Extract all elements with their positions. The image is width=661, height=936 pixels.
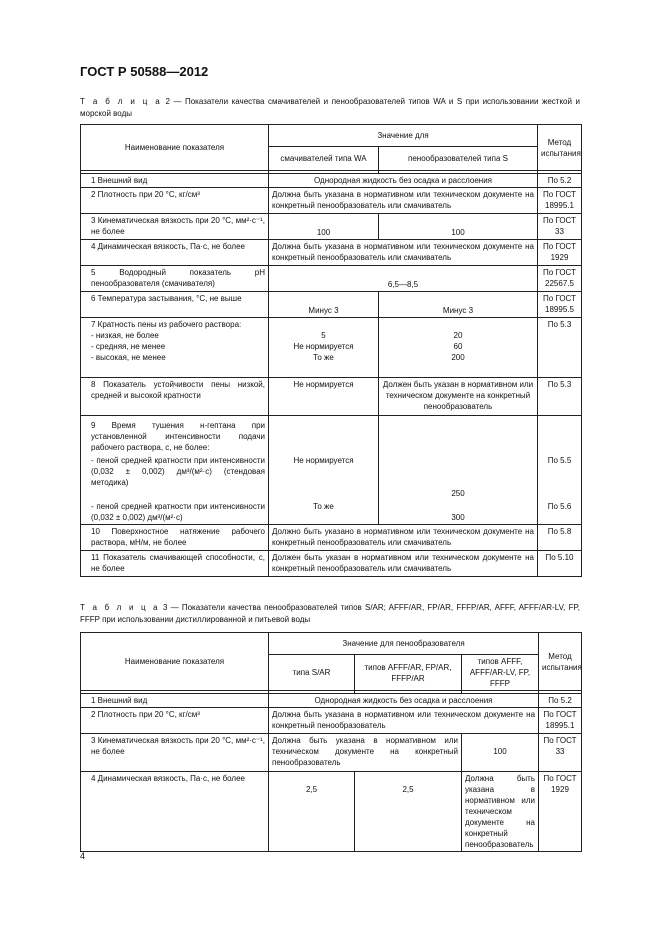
table2-row-4: 4 Динамическая вязкость, Па·с, не более Должна быть указана в нормативном или техническом документе на конкретный пенообразователь или смачиватель По ГОСТ 1929: [81, 240, 582, 266]
table3-row-4: 4 Динамическая вязкость, Па·с, не более 2,5 2,5 Должна быть указана в нормативном или техническом документе на конкретный пенообразователь По ГОСТ 1929: [81, 772, 582, 852]
table3-header-method: Метод испытания: [539, 633, 582, 691]
table2-caption: [80, 96, 580, 120]
table3-header-ar: типов AFFF/AR, FP/AR, FFFP/AR: [355, 655, 462, 691]
table3-header-value: Значение для пенообразователя: [269, 633, 539, 655]
table2-caption-text: 2 — Показатели качества смачивателей и пенообразователей типов WA и S при использовании жесткой и морской воды: [80, 97, 580, 118]
table2-header-s: пенообразователей типа S: [379, 147, 538, 171]
table2-row-2: 2 Плотность при 20 °С, кг/см³ Должна быть указана в нормативном или техническом документе на конкретный пенообразователь или смачиватель По ГОСТ 18995.1: [81, 188, 582, 214]
table2-row-6: 6 Температура застывания, °С, не выше Минус 3 Минус 3 По ГОСТ 18995.5: [81, 292, 582, 318]
table2-row-10: 10 Поверхностное натяжение рабочего раствора, мН/м, не более Должно быть указано в нормативном или техническом документе на конкретный пенообразователь или смачиватель По 5.8: [81, 525, 582, 551]
table3: [80, 632, 582, 852]
table2-row-5: 5 Водородный показатель рН пенообразователя (смачивателя) 6,5—8,5 По ГОСТ 22567.5: [81, 266, 582, 292]
table3-header-name: Наименование показателя: [81, 633, 269, 691]
table2-row-9b: - пеной средней кратности при интенсивности (0,032 ± 0,002) дм³/(м²·с) То же 300 По 5.6: [81, 500, 582, 525]
table2-row-1: 1 Внешний вид Однородная жидкость без осадка и расслоения По 5.2: [81, 174, 582, 188]
table2-header-method: Метод испытания: [538, 125, 582, 171]
table2-row-7: 7 Кратность пены из рабочего раствора: - низкая, не более - средняя, не менее - высокая, не менее 5 Не нормируется То же 20 60 200 По 5.3: [81, 318, 582, 378]
table2-row-3: 3 Кинематическая вязкость при 20 °С, мм²·с⁻¹, не более 100 100 По ГОСТ 33: [81, 214, 582, 240]
table3-header-afff: типов AFFF, AFFF/AR-LV, FP, FFFP: [462, 655, 539, 691]
table2-caption-label: Т а б л и ц а: [80, 97, 162, 106]
table3-header-sar: типа S/AR: [269, 655, 355, 691]
document-header: ГОСТ Р 50588—2012: [80, 64, 209, 79]
table2-row-11: 11 Показатель смачивающей способности, с, не более Должен быть указан в нормативном или техническом документе на конкретный пенообразователь или смачиватель По 5.10: [81, 551, 582, 577]
table3-caption: [80, 602, 580, 626]
table2-row-9a: - пеной средней кратности при интенсивности (0,032 ± 0,002) дм³/(м²·с) (стендовая методика) Не нормируется 250 По 5.5: [81, 454, 582, 500]
table2-header-wa: смачивателей типа WA: [269, 147, 379, 171]
table3-row-3: 3 Кинематическая вязкость при 20 °С, мм²·с⁻¹, не более Должна быть указана в нормативном или техническом документе на конкретный пенообразователь 100 По ГОСТ 33: [81, 734, 582, 772]
table2-header-value: Значение для: [269, 125, 538, 147]
table3-caption-label: Т а б л и ц а: [80, 603, 160, 612]
table2-row-8: 8 Показатель устойчивости пены низкой, средней и высокой кратности Не нормируется Должен быть указан в нормативном или техническом документе на конкретный пенообразователь По 5.3: [81, 378, 582, 416]
table3-row-2: 2 Плотность при 20 °С, кг/см³ Должна быть указана в нормативном или техническом документе на конкретный пенообразователь По ГОСТ 18995.1: [81, 708, 582, 734]
table3-row-1: 1 Внешний вид Однородная жидкость без осадка и расслоения По 5.2: [81, 694, 582, 708]
table3-caption-text: 3 — Показатели качества пенообразователей типов S/AR; AFFF/AR, FP/AR, FFFP/AR, AFFF, AFFF/AR-LV, FP, FFFP при использовании дистиллированной и питьевой воды: [80, 603, 580, 624]
table2: [80, 124, 582, 577]
table2-header-name: Наименование показателя: [81, 125, 269, 171]
table2-row-9-intro: 9 Время тушения н-гептана при установленной интенсивности подачи рабочего раствора, с, не более:: [81, 416, 582, 455]
page-number: 4: [80, 851, 86, 861]
